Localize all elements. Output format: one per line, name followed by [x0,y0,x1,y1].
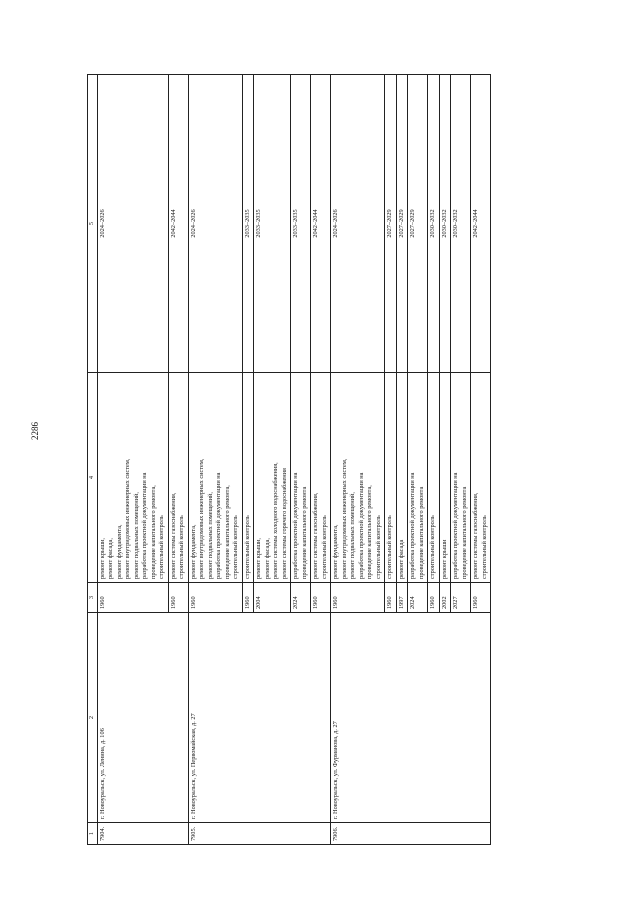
period-cell: 2030–2032 [428,75,440,373]
header-cell: 1 [88,823,98,845]
work-line: ремонт фундамента, [189,524,197,579]
work-line: ремонт внутридомовых инженерных систем, [340,458,348,579]
address-cell: г. Новоуральск, ул. Фурманова, д. 27 [331,613,491,823]
period-cell: 2024–2026 [331,75,385,373]
work-line: проведение капитального ремонта [460,486,468,579]
repair-schedule-table [87,74,491,845]
work-line: разработка проектной документации на [357,472,365,579]
year-cell: 2024 [408,583,428,613]
works-cell [188,373,242,583]
work-line: ремонт системы газоснабжения, [472,492,479,579]
table-row [97,75,168,845]
table-row [331,75,385,845]
work-line: ремонт фасада, [107,538,114,579]
work-line: проведение капитального ремонта [300,486,308,579]
works-cell [168,373,188,583]
work-line: строительный контроль [158,515,165,579]
period-cell: 2027–2029 [408,75,428,373]
year-cell: 1960 [188,583,242,613]
header-cell: 4 [88,373,98,583]
work-line: ремонт подвальных помещений, [349,492,356,579]
period-cell: 2030–2032 [439,75,451,373]
year-cell: 2027 [451,583,471,613]
work-line: разработка проектной документации на [141,472,148,579]
work-line: ремонт системы газоснабжения, [312,492,319,579]
works-cell [291,373,311,583]
year-cell: 1960 [168,583,188,613]
year-cell: 2024 [291,583,311,613]
work-line: разработка проектной документации на [452,472,459,579]
period-cell: 2027–2029 [396,75,408,373]
year-cell: 1997 [396,583,408,613]
works-cell [311,373,331,583]
work-line: ремонт системы газоснабжения, [169,492,177,579]
works-cell [439,373,451,583]
works-cell [242,373,254,583]
period-cell: 2033–2035 [291,75,311,373]
work-line: ремонт крыши, [98,537,106,579]
work-line: ремонт фундамента, [332,524,339,579]
rotated-page-content [87,75,602,845]
year-cell: 1960 [331,583,385,613]
year-cell: 1960 [471,583,491,613]
works-cell [451,373,471,583]
year-cell: 1960 [311,583,331,613]
work-line: проведение капитального ремонта, [149,485,157,579]
period-cell: 2042–2044 [471,75,491,373]
work-line: ремонт подвальных помещений, [132,492,140,579]
period-cell: 2033–2035 [254,75,291,373]
period-cell: 2024–2026 [97,75,168,373]
row-number-cell: 7905. [188,823,331,845]
year-cell: 1960 [242,583,254,613]
work-line: ремонт системы горячего водоснабжения [280,468,288,579]
work-line: строительный контроль [178,515,185,579]
work-line: ремонт подвальных помещений, [206,492,214,579]
work-line: ремонт внутридомовых инженерных систем, [124,458,131,579]
year-cell: 1960 [97,583,168,613]
work-line: ремонт фасада, [263,538,271,579]
header-cell: 2 [88,613,98,823]
work-line: строительный контроль [232,515,239,579]
works-cell [254,373,291,583]
works-cell [428,373,440,583]
works-cell [385,373,397,583]
period-cell: 2024–2026 [188,75,242,373]
works-cell [331,373,385,583]
table-row [188,75,242,845]
work-line: строительный контроль [386,515,393,579]
work-line: ремонт системы холодного водоснабжения, [272,462,279,579]
header-cell: 5 [88,75,98,373]
period-cell: 2027–2029 [385,75,397,373]
work-line: строительный контроль [320,515,328,579]
work-line: ремонт внутридомовых инженерных систем, [198,458,205,579]
address-cell: г. Новоуральск, ул. Ленина, д. 106 [97,613,188,823]
period-cell: 2042–2044 [168,75,188,373]
work-line: строительный контроль [429,515,436,579]
year-cell: 2004 [254,583,291,613]
work-line: ремонт крыши, [255,537,262,579]
works-cell [408,373,428,583]
period-cell: 2042–2044 [311,75,331,373]
work-line: строительный контроль [480,515,488,579]
work-line: ремонт фундамента, [115,524,123,579]
work-line: ремонт фасада [397,539,405,579]
page-number: 2286 [30,422,40,440]
work-line: строительный контроль [374,515,382,579]
work-line: разработка проектной документации на [409,472,416,579]
year-cell: 2002 [439,583,451,613]
period-cell: 2033–2035 [242,75,254,373]
work-line: проведение капитального ремонта, [223,485,231,579]
address-cell: г. Новоуральск, ул. Первомайская, д. 27 [188,613,331,823]
work-line: ремонт крыши [440,539,448,579]
row-number-cell: 7906. [331,823,491,845]
work-line: проведение капитального ремонта, [366,485,373,579]
period-cell: 2030–2032 [451,75,471,373]
header-cell: 3 [88,583,98,613]
works-cell [471,373,491,583]
work-line: строительный контроль [243,515,251,579]
works-cell [396,373,408,583]
work-line: разработка проектной документации на [215,472,222,579]
year-cell: 1960 [428,583,440,613]
work-line: проведение капитального ремонта [417,486,425,579]
table-body [97,75,491,845]
work-line: разработка проектной документации на [292,472,299,579]
row-number-cell: 7904. [97,823,188,845]
works-cell [97,373,168,583]
table-header-row [88,75,98,845]
year-cell: 1960 [385,583,397,613]
